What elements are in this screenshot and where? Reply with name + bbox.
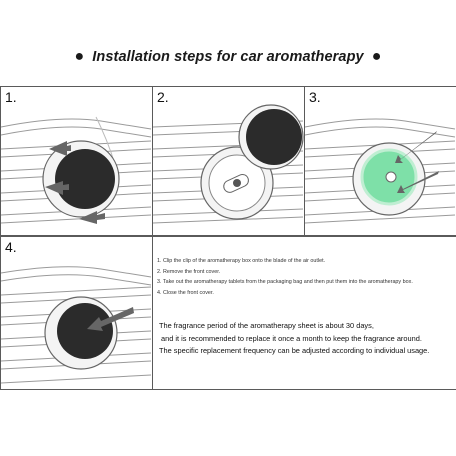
- step-4-panel: [0, 236, 153, 390]
- front-cover: [239, 105, 303, 169]
- note-line-1: The fragrance period of the aromatherapy sheet is about 30 days,: [159, 321, 374, 330]
- step-1-illustration: [1, 87, 152, 235]
- title-bullet-left: ●: [74, 48, 85, 65]
- step-1-number: 1.: [5, 89, 17, 105]
- instruction-step-2: 2. Remove the front cover.: [157, 268, 221, 275]
- fragrance-note: [159, 320, 455, 358]
- instruction-step-3: 3. Take out the aromatherapy tablets from the packaging bag and then put them into the aromatherapy box.: [157, 279, 413, 286]
- aroma-box-body: [43, 141, 119, 217]
- step-3-panel: [304, 86, 456, 236]
- step-4-number: 4.: [5, 239, 17, 255]
- step-4-illustration: [1, 237, 152, 389]
- title-text: Installation steps for car aromatherapy: [92, 49, 364, 65]
- aroma-box-with-tablet: [353, 143, 425, 215]
- instruction-step-1: 1. Clip the clip of the aromatherapy box onto the blade of the air outlet.: [157, 258, 326, 264]
- title-bullet-right: ●: [371, 48, 382, 65]
- aroma-box-closed: [45, 297, 117, 369]
- step-2-illustration: [153, 87, 304, 235]
- step-3-number: 3.: [309, 89, 321, 105]
- instruction-step-4: 4. Close the front cover.: [157, 289, 214, 296]
- page-title: [0, 48, 456, 66]
- note-line-3: The specific replacement frequency can be adjusted according to individual usage.: [159, 346, 430, 355]
- step-2-number: 2.: [157, 89, 169, 105]
- step-1-panel: [0, 86, 153, 236]
- step-3-illustration: [305, 87, 456, 235]
- step-2-panel: [152, 86, 305, 236]
- note-line-2: and it is recommended to replace it once a month to keep the fragrance around.: [161, 333, 422, 343]
- instruction-list: [157, 256, 453, 298]
